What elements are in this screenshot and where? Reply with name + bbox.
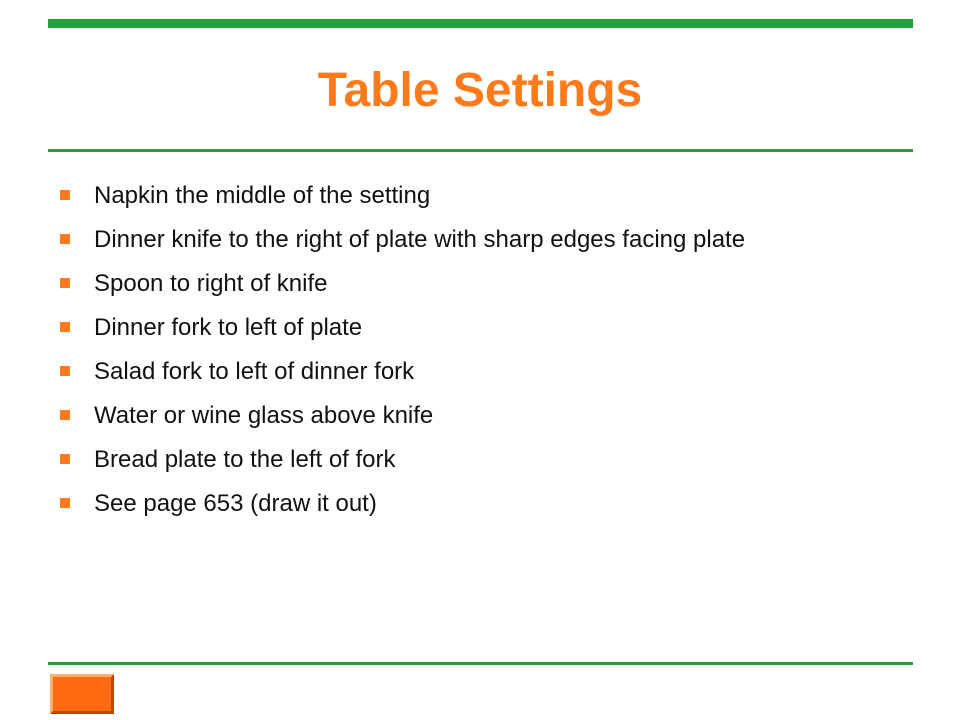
square-bullet-icon <box>60 322 70 332</box>
square-bullet-icon <box>60 366 70 376</box>
bullet-text: Napkin the middle of the setting <box>94 182 431 209</box>
bullet-text: Spoon to right of knife <box>94 270 328 297</box>
bullet-text: Dinner fork to left of plate <box>94 314 363 341</box>
bullet-text: Bread plate to the left of fork <box>94 446 396 473</box>
bullet-text: See page 653 (draw it out) <box>94 490 377 517</box>
bullet-list <box>60 178 890 530</box>
bullet-item <box>60 222 890 258</box>
bullet-item <box>60 178 890 214</box>
bullet-item <box>60 310 890 346</box>
orange-square-decoration <box>50 674 114 714</box>
square-bullet-icon <box>60 454 70 464</box>
bullet-item <box>60 486 890 522</box>
slide-title: Table Settings <box>317 64 643 117</box>
bullet-item <box>60 266 890 302</box>
bullet-text: Salad fork to left of dinner fork <box>94 358 415 385</box>
square-bullet-icon <box>60 234 70 244</box>
square-bullet-icon <box>60 498 70 508</box>
square-bullet-icon <box>60 190 70 200</box>
bullet-item <box>60 442 890 478</box>
square-bullet-icon <box>60 410 70 420</box>
bullet-item <box>60 354 890 390</box>
footer-divider <box>48 662 913 665</box>
bullet-text: Water or wine glass above knife <box>94 402 434 429</box>
bullet-item <box>60 398 890 434</box>
top-accent-bar <box>48 19 913 28</box>
bullet-text: Dinner knife to the right of plate with sharp edges facing plate <box>94 226 746 253</box>
title-divider <box>48 149 913 152</box>
square-bullet-icon <box>60 278 70 288</box>
